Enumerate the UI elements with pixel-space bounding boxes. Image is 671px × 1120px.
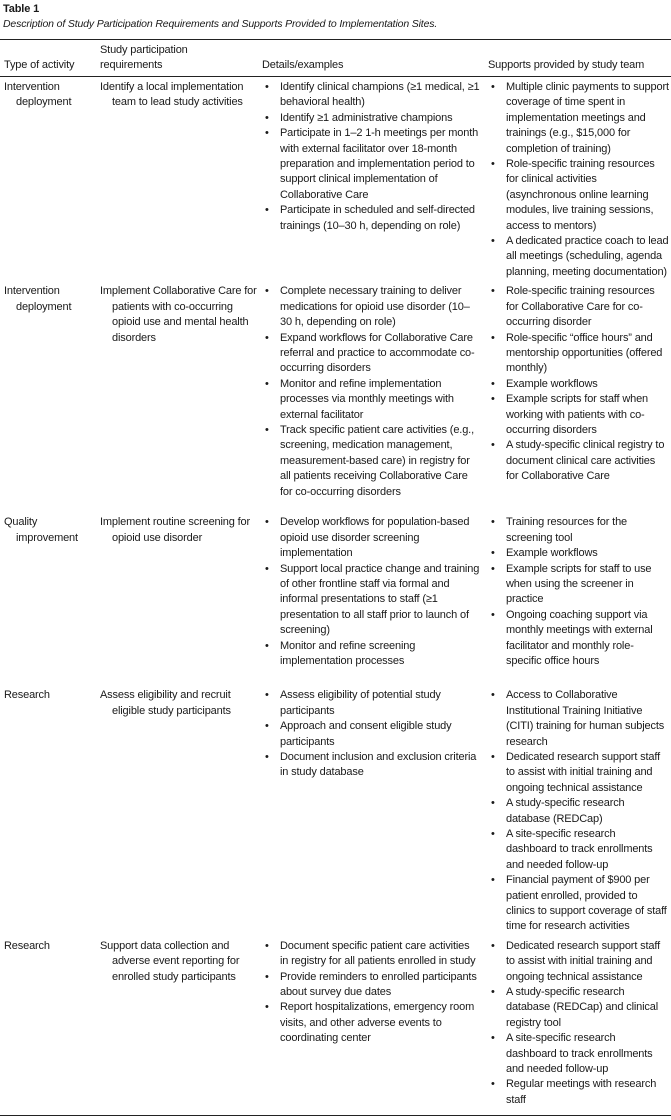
support-item: • Dedicated research support staff to assist with initial training and ongoing technical assistance	[488, 939, 669, 985]
support-item: • A study-specific clinical registry to document clinical care activities for Collaborative Care	[488, 438, 669, 484]
support-item: • Multiple clinic payments to support coverage of time spent in implementation meetings and trainings (e.g., $15,000 for completion of training)	[488, 80, 669, 157]
table-body	[0, 80, 671, 1116]
activity-type: Research	[4, 939, 50, 952]
detail-item: • Track specific patient care activities (e.g., screening, medication management, measurement-based care) in registry for all patients receiving Collaborative Care for co-occurring disorders	[262, 423, 480, 500]
table-row	[0, 939, 671, 1115]
header-rule	[0, 76, 671, 77]
header-type: Type of activity	[4, 59, 75, 71]
supports-list	[488, 939, 669, 1111]
table-title: Table 1	[3, 3, 40, 15]
support-item: • Ongoing coaching support via monthly meetings with external facilitator and monthly role-specific office hours	[488, 608, 669, 670]
requirement: Implement Collaborative Care for patients with co-occurring opioid use and mental health disorders	[100, 285, 257, 344]
support-item: • Example workflows	[488, 377, 669, 392]
supports-list	[488, 284, 669, 511]
activity-type: Intervention deployment	[4, 285, 72, 313]
detail-item: • Provide reminders to enrolled participants about survey due dates	[262, 970, 480, 1001]
support-item: • Dedicated research support staff to assist with initial training and ongoing technical assistance	[488, 750, 669, 796]
detail-item: • Participate in 1–2 1-h meetings per month with external facilitator over 18-month preparation and implementation period to support clinical implementation of Collaborative Care	[262, 126, 480, 203]
support-item: • Access to Collaborative Institutional Training Initiative (CITI) training for human subjects research	[488, 688, 669, 750]
support-item: • Example scripts for staff when working with patients with co-occurring disorders	[488, 392, 669, 438]
header-details: Details/examples	[262, 59, 344, 71]
header-requirements: Study participation requirements	[100, 44, 188, 72]
table-row	[0, 688, 671, 939]
details-list	[262, 284, 484, 511]
detail-item: • Support local practice change and training of other frontline staff via formal and informal presentations to staff (≥1 presentation to all staff prior to launch of screening)	[262, 562, 480, 639]
details-list	[262, 688, 484, 935]
requirement: Identify a local implementation team to lead study activities	[100, 81, 244, 109]
detail-item: • Develop workflows for population-based opioid use disorder screening implementation	[262, 515, 480, 561]
support-item: • A study-specific research database (REDCap) and clinical registry tool	[488, 985, 669, 1031]
detail-item: • Report hospitalizations, emergency room visits, and other adverse events to coordinating center	[262, 1000, 480, 1046]
requirement: Assess eligibility and recruit eligible study participants	[100, 689, 231, 717]
activity-type: Intervention deployment	[4, 81, 72, 109]
details-list	[262, 80, 484, 280]
support-item: • Role-specific “office hours” and mentorship opportunities (offered monthly)	[488, 331, 669, 377]
requirement: Implement routine screening for opioid use disorder	[100, 516, 251, 544]
detail-item: • Participate in scheduled and self-directed trainings (10–30 h, depending on role)	[262, 203, 480, 234]
top-rule	[0, 39, 671, 40]
table-row	[0, 80, 671, 284]
support-item: • A site-specific research dashboard to track enrollments and needed follow-up	[488, 827, 669, 873]
table-row	[0, 515, 671, 688]
detail-item: • Identify ≥1 administrative champions	[262, 111, 480, 126]
detail-item: • Monitor and refine implementation processes via monthly meetings with external facilitator	[262, 377, 480, 423]
detail-item: • Expand workflows for Collaborative Care referral and practice to accommodate co-occurring disorders	[262, 331, 480, 377]
detail-item: • Document specific patient care activities in registry for all patients enrolled in study	[262, 939, 480, 970]
supports-list	[488, 515, 669, 684]
supports-list	[488, 688, 669, 935]
detail-item: • Complete necessary training to deliver medications for opioid use disorder (10–30 h, depending on role)	[262, 284, 480, 330]
detail-item: • Approach and consent eligible study participants	[262, 719, 480, 750]
requirement: Support data collection and adverse event reporting for enrolled study participants	[100, 939, 240, 983]
table-caption: Description of Study Participation Requirements and Supports Provided to Implementation Sites.	[3, 18, 438, 30]
support-item: • Training resources for the screening tool	[488, 515, 669, 546]
table-row	[0, 284, 671, 515]
support-item: • A study-specific research database (REDCap)	[488, 796, 669, 827]
support-item: • Example scripts for staff to use when using the screener in practice	[488, 562, 669, 608]
support-item: • Role-specific training resources for clinical activities (asynchronous online learning modules, live training sessions, access to mentors)	[488, 157, 669, 234]
header-supports: Supports provided by study team	[488, 59, 645, 71]
support-item: • Example workflows	[488, 546, 669, 561]
support-item: • A site-specific research dashboard to track enrollments and needed follow-up	[488, 1031, 669, 1077]
support-item: • Role-specific training resources for Collaborative Care for co-occurring disorder	[488, 284, 669, 330]
detail-item: • Identify clinical champions (≥1 medical, ≥1 behavioral health)	[262, 80, 480, 111]
support-item: • Financial payment of $900 per patient enrolled, provided to clinics to support coverage of staff time for research activities	[488, 873, 669, 935]
details-list	[262, 939, 484, 1111]
detail-item: • Monitor and refine screening implementation processes	[262, 639, 480, 670]
detail-item: • Document inclusion and exclusion criteria in study database	[262, 750, 480, 781]
activity-type: Quality improvement	[4, 516, 78, 544]
details-list	[262, 515, 484, 684]
detail-item: • Assess eligibility of potential study participants	[262, 688, 480, 719]
supports-list	[488, 80, 669, 280]
bottom-rule	[0, 1115, 671, 1116]
activity-type: Research	[4, 689, 50, 702]
support-item: • A dedicated practice coach to lead all meetings (scheduling, agenda planning, meeting documentation)	[488, 234, 669, 280]
support-item: • Regular meetings with research staff	[488, 1077, 669, 1108]
